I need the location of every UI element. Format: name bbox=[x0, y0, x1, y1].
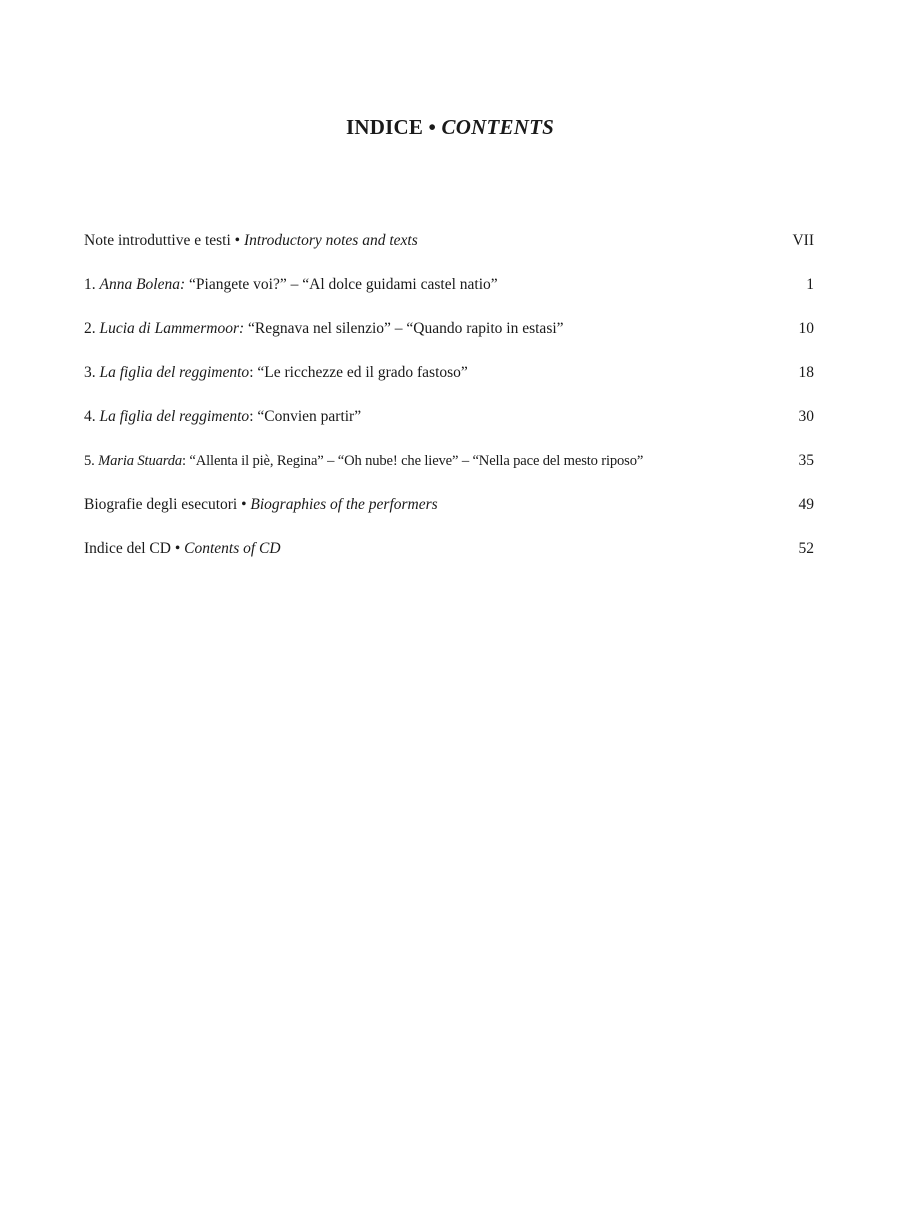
toc-entry-italic: Contents of CD bbox=[184, 540, 281, 557]
page-title bbox=[0, 115, 900, 140]
toc-entry-figlia-reggimento-1[interactable] bbox=[84, 358, 814, 402]
toc-page-number: 10 bbox=[798, 320, 814, 337]
toc-page-number: 30 bbox=[798, 408, 814, 425]
toc-page-number: 18 bbox=[798, 364, 814, 381]
toc-entry-figlia-reggimento-2[interactable] bbox=[84, 402, 814, 446]
toc-entry-text bbox=[84, 446, 643, 476]
title-italian: INDICE bbox=[346, 115, 424, 139]
toc-entry-italic: Lucia di Lammermoor: bbox=[99, 320, 245, 337]
toc-entry-prefix: 2. bbox=[84, 320, 100, 337]
toc-entry-suffix: : “Allenta il piè, Regina” – “Oh nube! che lieve” – “Nella pace del mesto riposo” bbox=[182, 453, 644, 469]
toc-entry-suffix: : “Le ricchezze ed il grado fastoso” bbox=[249, 364, 468, 381]
toc-entry-text bbox=[84, 490, 438, 520]
toc-entry-prefix: Biografie degli esecutori • bbox=[84, 496, 251, 513]
toc-entry-suffix: “Piangete voi?” – “Al dolce guidami castel natio” bbox=[185, 276, 498, 293]
toc-entry-text bbox=[84, 402, 361, 432]
toc-entry-suffix: : “Convien partir” bbox=[249, 408, 362, 425]
toc-entry-prefix: 4. bbox=[84, 408, 100, 425]
toc-entry-italic: Maria Stuarda bbox=[98, 453, 183, 469]
table-of-contents bbox=[84, 226, 814, 578]
toc-entry-text bbox=[84, 314, 564, 344]
toc-entry-introductory-notes[interactable] bbox=[84, 226, 814, 270]
toc-entry-prefix: 3. bbox=[84, 364, 100, 381]
toc-entry-prefix: 1. bbox=[84, 276, 100, 293]
toc-entry-cd-contents[interactable] bbox=[84, 534, 814, 578]
toc-entry-prefix: Note introduttive e testi • bbox=[84, 232, 244, 249]
toc-page-number: 1 bbox=[806, 276, 814, 293]
toc-entry-prefix: 5. bbox=[84, 453, 99, 469]
toc-entry-italic: Biographies of the performers bbox=[250, 496, 438, 513]
toc-page-number: 35 bbox=[798, 452, 814, 469]
toc-entry-prefix: Indice del CD • bbox=[84, 540, 185, 557]
toc-page-number: 49 bbox=[798, 496, 814, 513]
toc-entry-biographies[interactable] bbox=[84, 490, 814, 534]
title-separator: • bbox=[428, 115, 437, 139]
toc-entry-suffix: “Regnava nel silenzio” – “Quando rapito in estasi” bbox=[244, 320, 564, 337]
toc-entry-italic: Anna Bolena: bbox=[99, 276, 186, 293]
toc-entry-lucia-di-lammermoor[interactable] bbox=[84, 314, 814, 358]
toc-entry-maria-stuarda[interactable] bbox=[84, 446, 814, 490]
toc-entry-text bbox=[84, 534, 281, 564]
toc-entry-anna-bolena[interactable] bbox=[84, 270, 814, 314]
toc-entry-italic: Introductory notes and texts bbox=[243, 232, 418, 249]
toc-entry-text bbox=[84, 270, 498, 300]
toc-entry-italic: La figlia del reggimento bbox=[99, 364, 250, 381]
toc-entry-text bbox=[84, 226, 418, 256]
toc-entry-text bbox=[84, 358, 468, 388]
toc-page-number: 52 bbox=[798, 540, 814, 557]
title-english: CONTENTS bbox=[441, 115, 554, 139]
toc-page-number: VII bbox=[792, 232, 814, 249]
toc-entry-italic: La figlia del reggimento bbox=[99, 408, 250, 425]
